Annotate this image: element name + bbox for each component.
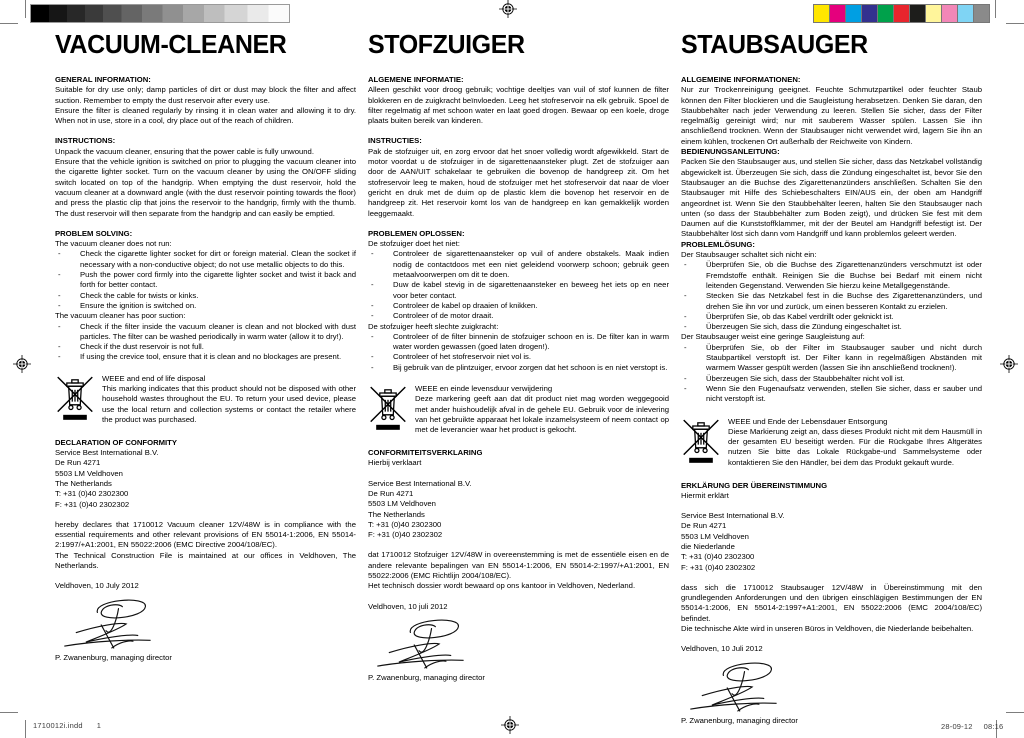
crop-mark-bottom-right-h (1006, 712, 1024, 713)
paragraph: Der Staubsauger schaltet sich nicht ein: (681, 250, 817, 260)
paragraph: The vacuum cleaner has poor suction: (55, 311, 186, 321)
section-heading: ALLGEMEINE INFORMATIONEN: (681, 75, 801, 84)
paragraph: Pak de stofzuiger uit, en zorg ervoor dat het snoer volledig wordt afgewikkeld. Start de motor voordat u de stofzuiger in de sigarettenaansteker plugt. Zet de stofzuiger aan door de AAN/UIT schakelaar te gebruiken die bovenop de handgreep zit. Om het stofreservoir leeg te maken, houd de stofzuiger met het stofreservoir dat naar de vloer gericht en druk met de duim op de plastic klem die bovenop het reservoir en de handgreep zit. Het reservoir komt los van de handgreep en kan gemakkelijk worden leeggemaakt. (368, 146, 669, 218)
place-date: Veldhoven, 10 juli 2012 (368, 601, 448, 611)
color-patch (814, 5, 830, 22)
address-line: T: +31 (0)40 2302300 (55, 489, 129, 499)
paragraph: The vacuum cleaner does not run: (55, 239, 172, 249)
address-line: F: +31 (0)40 2302302 (55, 499, 130, 509)
weee-block (681, 417, 982, 470)
color-patch (958, 5, 974, 22)
signer-name: P. Zwanenburg, managing director (55, 652, 172, 662)
signature-scribble (372, 614, 669, 672)
footer-file-info (33, 721, 101, 730)
paragraph: Deze markering geeft aan dat dit product niet mag worden weggegooid met ander huishoudelijk afval in de gehele EU. Gebruik voor de inlevering van het gebruikte apparaat het lokale inzamelsysteem of neem contact op met de leverancier waar het product is gekocht. (415, 394, 669, 435)
address-line: De Run 4271 (55, 458, 101, 468)
bullet-item: - Wenn Sie den Fugenaufsatz verwenden, stellen Sie sicher, dass er sauber und nicht verstopft ist. (681, 384, 982, 405)
paragraph: dat 1710012 Stofzuiger 12V/48W in overeenstemming is met de essentiële eisen en de andere relevante bepalingen van EN 55014-1:2006, EN 55014-2:1997/+A1:2001, EN 55022:2006 (EMC Richtlijn 2004/108/EC). (368, 550, 669, 580)
signer-name: P. Zwanenburg, managing director (368, 672, 485, 682)
address-line: De Run 4271 (681, 521, 727, 531)
paragraph: Het technisch dossier wordt bewaard op ons kantoor in Veldhoven, Nederland. (368, 581, 636, 591)
color-patch (942, 5, 958, 22)
column-title: STAUBSAUGER (681, 30, 868, 60)
address-line: Service Best International B.V. (681, 511, 785, 521)
bullet-item: - If using the crevice tool, ensure that it is clean and no blockages are present. (55, 352, 356, 362)
color-patch (830, 5, 846, 22)
conformity-heading: DECLARATION OF CONFORMITY (55, 437, 177, 447)
section (55, 136, 356, 218)
bullet-item: - Controleer de kabel op draaien of knikken. (368, 301, 669, 311)
address-line: T: +31 (0)40 2302300 (681, 552, 755, 562)
crop-mark-top-right-h (1006, 23, 1024, 24)
footer-date: 28-09-12 (941, 722, 973, 731)
bullet-item: - Duw de kabel stevig in de sigarettenaansteker en beweeg het iets op en neer voor beter contact. (368, 280, 669, 301)
column-english (55, 30, 356, 663)
bullet-item: - Überprüfen Sie, ob das Kabel verdrillt oder geknickt ist. (681, 312, 982, 322)
address-line: T: +31 (0)40 2302300 (368, 519, 442, 529)
footer-time: 08:16 (983, 722, 1004, 731)
paragraph: Die technische Akte wird in unseren Büros in Veldhoven, die Niederlande beibehalten. (681, 624, 974, 634)
weee-block (368, 384, 669, 437)
weee-text (728, 417, 982, 470)
registration-mark-icon (501, 716, 519, 734)
conformity-heading: ERKLÄRUNG DER ÜBEREINSTIMMUNG (681, 480, 828, 490)
bullet-item: - Controleer of de motor draait. (368, 311, 669, 321)
weee-title: WEEE und Ende der Lebensdauer Entsorgung (728, 416, 888, 426)
weee-crossed-out-bin-icon (681, 417, 721, 470)
address-block (681, 511, 982, 573)
section (368, 229, 669, 373)
weee-crossed-out-bin-icon (368, 384, 408, 437)
address-line: Service Best International B.V. (368, 478, 472, 488)
address-line: The Netherlands (368, 509, 425, 519)
conformity-subline: Hiermit erklärt (681, 490, 729, 500)
paragraph: hereby declares that 1710012 Vacuum cleaner 12V/48W is in compliance with the essential requirements and other relevant provisions of EN 55014-1:2006, EN 55014-2:1997/+A1:2001, EN 55022:2006 (EMC Directive 2004/108/EC). (55, 519, 356, 550)
section (55, 229, 356, 363)
bullet-item: - Check the cable for twists or kinks. (55, 291, 356, 301)
section-heading: PROBLEMEN OPLOSSEN: (368, 228, 465, 238)
color-patch (926, 5, 942, 22)
conformity-subline: Hierbij verklaart (368, 458, 422, 468)
bullet-item: - Push the power cord firmly into the cigarette lighter socket and twist it back and forth for better contact. (55, 270, 356, 291)
column-german (681, 30, 982, 726)
bullet-item: - Controleer de sigarettenaansteker op vuil of andere obstakels. Maak indien nodig de contactdoos met een niet geleidend voorwerp schoon; gebruik geen metaalvoorwerpen om dit te doen. (368, 249, 669, 280)
registration-mark-icon (13, 355, 31, 373)
paragraph: De stofzuiger doet het niet: (368, 239, 460, 249)
paragraph: Diese Markierung zeigt an, dass dieses Produkt nicht mit dem Hausmüll in der gesamten EU beseitigt werden. Für die Rückgabe Ihres Altgerätes nutzen Sie bitte das Lokale Rückgabe-und Sammelsysteme oder kontaktieren Sie den Händler, bei dem das Produkt gekauft wurde. (728, 426, 982, 467)
bullet-item: - Controleer of de filter binnenin de stofzuiger schoon en is. De filter kan in warm water worden gewassen (goed laten drogen!). (368, 332, 669, 353)
signature-scribble (59, 594, 356, 652)
footer-file-name: 1710012i.indd (33, 721, 83, 730)
paragraph: Der Staubsauger weist eine geringe Saugleistung auf: (681, 332, 865, 342)
color-patch (894, 5, 910, 22)
address-line: F: +31 (0)40 2302302 (681, 562, 756, 572)
registration-mark-icon (1000, 355, 1018, 373)
paragraph: De stofzuiger heeft slechte zuigkracht: (368, 321, 499, 331)
crop-mark-top-left-h (0, 23, 18, 24)
paragraph: Ensure the filter is cleaned regularly by rinsing it in clean water and allowing it to dry. When not in use, store in a cool, dry place out of the reach of children. (55, 105, 356, 126)
registration-mark-icon (499, 0, 517, 18)
bullet-item: - Controleer of het stofreservoir niet vol is. (368, 352, 669, 362)
bullet-item: - Stecken Sie das Netzkabel fest in die Buchse des Zigarettenanzünders, und drehen Sie ihn vor und zurück, um einen besseren Kontakt zu erzielen. (681, 291, 982, 312)
footer-timestamp (941, 722, 1003, 731)
section (681, 147, 982, 240)
place-date: Veldhoven, 10 July 2012 (55, 581, 139, 591)
conformity-heading: CONFORMITEITSVERKLARING (368, 448, 483, 458)
weee-title: WEEE en einde levensduur verwijdering (415, 384, 553, 394)
weee-text (415, 384, 669, 437)
section-heading: INSTRUCTIES: (368, 136, 422, 146)
section-heading: PROBLEMLÖSUNG: (681, 239, 755, 249)
bullet-item: - Ensure the ignition is switched on. (55, 301, 356, 311)
bullet-item: - Überzeugen Sie sich, dass die Zündung eingeschaltet ist. (681, 322, 982, 332)
bullet-item: - Überprüfen Sie, ob der Filter im Staubsauger sauber und nicht durch Staubpartikel verstopft ist. Der Filter kann in regelmäßigen Abständen mit warmem Wasser gespült werden (lassen Sie ihn anschließend trocknen!). (681, 343, 982, 374)
address-block (55, 448, 356, 510)
section (368, 136, 669, 218)
address-line: Service Best International B.V. (55, 448, 159, 458)
column-dutch (368, 30, 669, 683)
crop-mark-top-right-v (995, 0, 996, 18)
footer-page-number: 1 (96, 721, 102, 730)
section-heading: INSTRUCTIONS: (55, 136, 116, 146)
color-patch (910, 5, 926, 22)
section (368, 75, 669, 126)
weee-text (102, 374, 356, 427)
signer-name: P. Zwanenburg, managing director (681, 715, 798, 725)
section (681, 75, 982, 147)
place-date: Veldhoven, 10 Juli 2012 (681, 644, 763, 654)
address-line: De Run 4271 (368, 488, 414, 498)
paragraph: dass sich die 1710012 Staubsauger 12V/48W in Übereinstimmung mit den grundlegenden Anforderungen und den übrigen einschlägigen Bestimmungen der EN 55014-1:2006, EN 55014-2:1997+A1:2001, EN 55022:2006 (EMC 2004/108/EC) befindet. (681, 582, 982, 623)
signature-scribble (685, 657, 982, 715)
paragraph: Suitable for dry use only; damp particles of dirt or dust may block the filter and affect suction. Remember to empty the dust reservoir after every use. (55, 85, 356, 105)
section-heading: GENERAL INFORMATION: (55, 75, 151, 84)
address-line: 5503 LM Veldhoven (55, 468, 123, 478)
section (55, 75, 356, 126)
color-patch (862, 5, 878, 22)
paragraph: This marking indicates that this product should not be disposed with other household wastes throughout the EU. To return your used device, please use the local return and collection systems or contact the retailer where the product was purchased. (102, 384, 356, 424)
weee-crossed-out-bin-icon (55, 374, 95, 427)
color-bar (813, 4, 990, 23)
grayscale-calibration-bar (30, 4, 290, 23)
address-block (368, 479, 669, 541)
section-heading: BEDIENUNGSANLEITUNG: (681, 147, 780, 157)
address-line: 5503 LM Veldhoven (368, 499, 436, 509)
paragraph: Nur zur Trockenreinigung geeignet. Feuchte Schmutzpartikel oder feuchter Staub können den Filter blockieren und die Saugleistung herabsetzen. Denken Sie daran, den Staubbehälter nach jeder Verwendung zu leeren. Stellen Sie sicher, dass der Filter regelmäßig gereinigt wird; nur mit sauberem Wasser spülen. Lassen Sie ihn anschließend trocknen. Wenn der Staubsauger nicht verwendet wird, lagern Sie ihn an einem kühlen, trockenen Ort außerhalb der Reichweite von Kindern. (681, 85, 982, 146)
paragraph: Unpack the vacuum cleaner, ensuring that the power cable is fully unwound. (55, 146, 314, 156)
bullet-item: - Check the cigarette lighter socket for dirt or foreign material. Clean the socket if necessary with a non-conductive object; do not use metallic objects to do this. (55, 249, 356, 270)
bullet-item: - Überprüfen Sie, ob die Buchse des Zigarettenanzünders verschmutzt ist oder Fremdstoffe enthält. Reinigen Sie die Buchse bei Bedarf mit einem nicht leitenden Gegenstand. Verwenden Sie hierzu keine Metallgegenstände. (681, 260, 982, 291)
paragraph: Alleen geschikt voor droog gebruik; vochtige deeltjes van vuil of stof kunnen de filter blokkeren en de zuigkracht beïnvloeden. Leeg het stofreservoir na elk gebruik. Spoel de filter regelmatig af met schoon water en laat goed drogen. Bewaar op een koele, droge plaats buiten bereik van kinderen. (368, 85, 669, 126)
bullet-item: - Check if the dust reservoir is not full. (55, 342, 356, 352)
crop-mark-top-left-v (25, 0, 26, 18)
column-title: STOFZUIGER (368, 30, 525, 60)
section-heading: ALGEMENE INFORMATIE: (368, 75, 464, 84)
address-line: The Netherlands (55, 478, 112, 488)
weee-title: WEEE and end of life disposal (102, 373, 206, 383)
bullet-item: - Überzeugen Sie sich, dass der Staubbehälter nicht voll ist. (681, 374, 982, 384)
color-patch (974, 5, 989, 22)
column-title: VACUUM-CLEANER (55, 30, 287, 60)
address-line: 5503 LM Veldhoven (681, 531, 749, 541)
bullet-item: - Check if the filter inside the vacuum cleaner is clean and not blocked with dust particles. The filter can be washed periodically in warm water (allow it to dry!). (55, 322, 356, 343)
paragraph: Ensure that the vehicle ignition is switched on prior to plugging the vacuum cleaner into the cigarette lighter socket. Turn on the vacuum cleaner by using the ON/OFF sliding switch located on top of the handgrip. When emptying the dust reservoir, hold the vacuum cleaner at a downward angle (with the dust reservoir pointing towards the floor) and press the plastic clip that joins the reservoir to the handgrip, firmly with the thumb. The dust reservoir will then separate from the handgrip and can easily be emptied. (55, 157, 356, 218)
paragraph: The Technical Construction File is maintained at our offices in Veldhoven, The Netherlands. (55, 550, 356, 570)
color-patch (878, 5, 894, 22)
crop-mark-bottom-left-h (0, 712, 18, 713)
address-line: die Niederlande (681, 541, 735, 551)
crop-mark-bottom-left-v (25, 720, 26, 738)
section-heading: PROBLEM SOLVING: (55, 228, 133, 238)
paragraph: Packen Sie den Staubsauger aus, und stellen Sie sicher, dass das Netzkabel vollständig abgewickelt ist. Überzeugen Sie sich, dass die Zündung eingeschaltet ist, bevor Sie den Staubsauger an die Buchse des Zigarettenanzünders anschließen. Schalten Sie den Staubsauger mit Hilfe des Schiebeschalters EIN/AUS ein, der oben am Handgriff angeordnet ist. Wenn Sie den Staubbehälter leeren, halten Sie den Staubsauger nach unten (so dass der Staubbehälter zum Boden zeigt), und drücken Sie fest mit dem Daumen auf die Kunststoffklammer, mit der der Beutel am Handgriff befestigt ist. Der Staubbehälter löst sich dann vom Handgriff und kann problemlos geleert werden. (681, 157, 982, 239)
weee-block (55, 374, 356, 427)
bullet-item: - Bij gebruik van de plintzuiger, ervoor zorgen dat het schoon is en niet verstopt is. (368, 363, 669, 373)
color-patch (846, 5, 862, 22)
section (681, 240, 982, 405)
address-line: F: +31 (0)40 2302302 (368, 530, 443, 540)
